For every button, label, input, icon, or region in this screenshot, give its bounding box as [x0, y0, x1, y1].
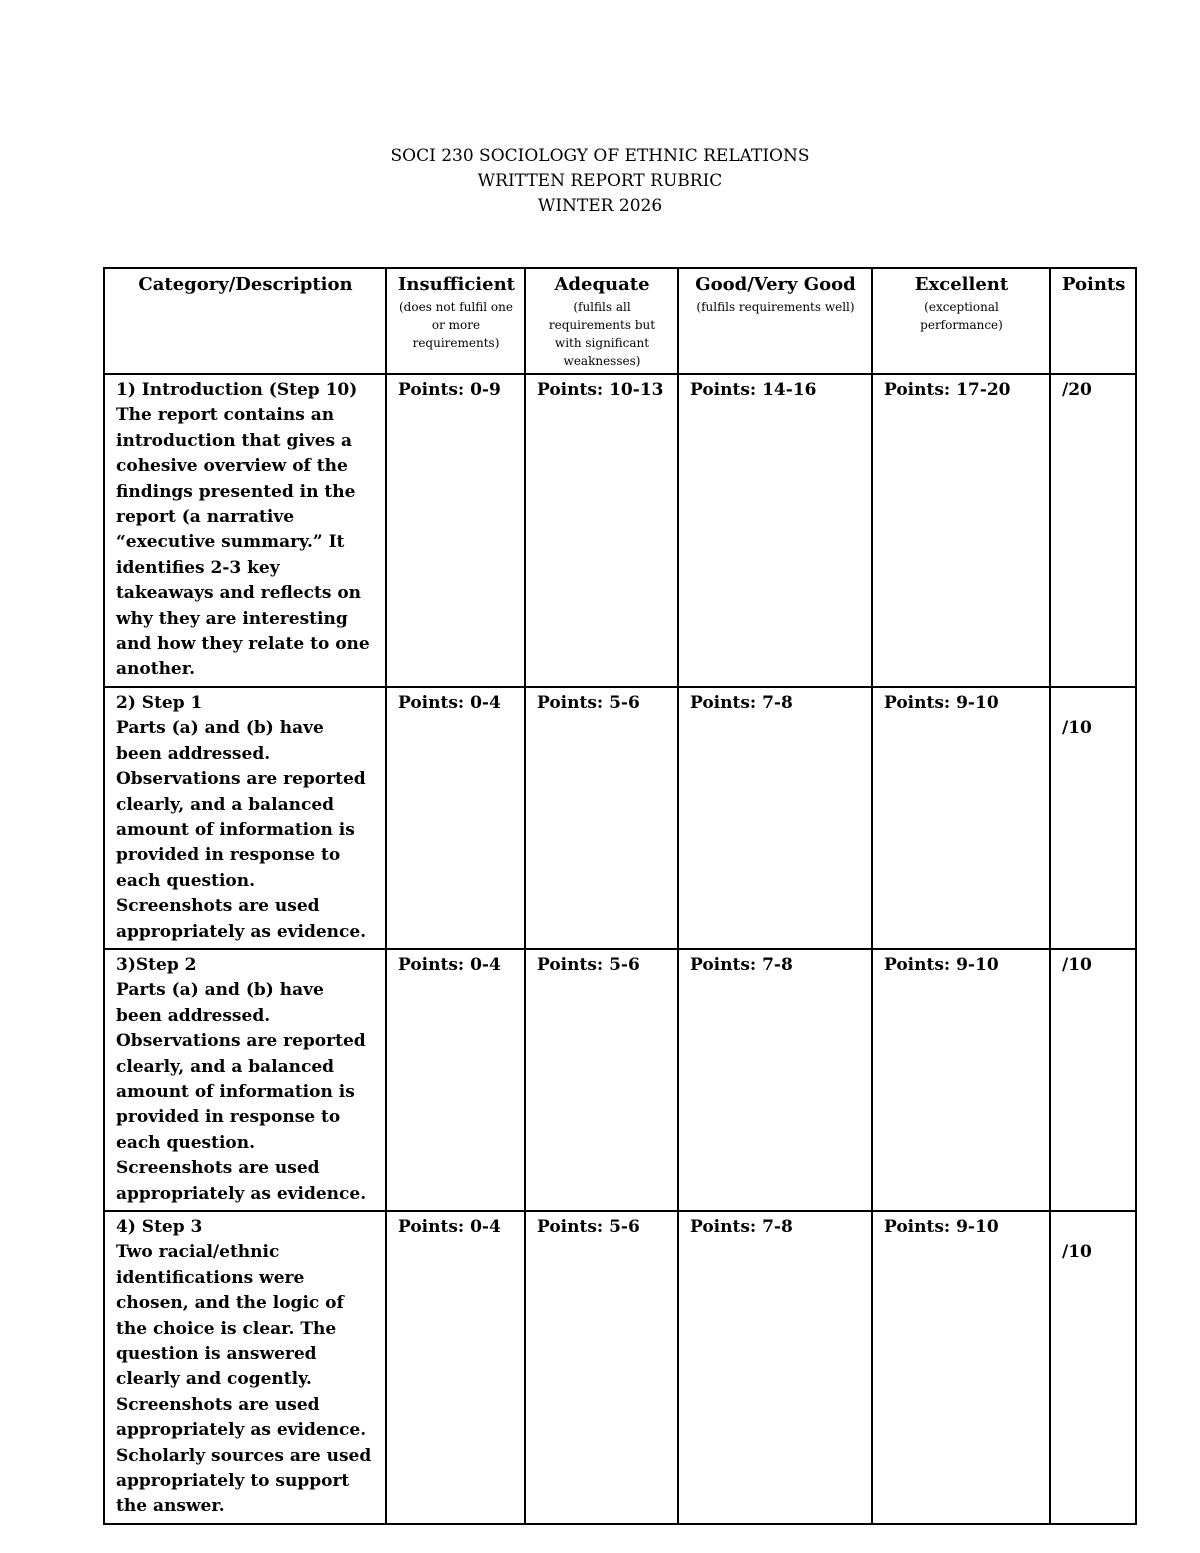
header-adequate: Adequate (fulfils all requirements but with significant weaknesses) [525, 268, 678, 374]
good-cell: Points: 14-16 [678, 374, 872, 687]
points-value: /10 [1062, 1242, 1092, 1263]
header-insufficient: Insufficient (does not fulfil one or more requirements) [386, 268, 525, 374]
course-title: SOCI 230 SOCIOLOGY OF ETHNIC RELATIONS [390, 146, 810, 166]
adequate-cell: Points: 10-13 [525, 374, 678, 687]
header-row [104, 268, 1136, 374]
excellent-cell: Points: 9-10 [872, 949, 1050, 1211]
table-row [104, 687, 1136, 949]
excellent-cell: Points: 9-10 [872, 687, 1050, 949]
category-cell [104, 374, 386, 687]
category-description: The report contains an introduction that gives a cohesive overview of the findings presented in the report (a narrative “executive summary.” It identifies 2-3 key takeaways and reflects on why they are interesting and how they relate to one another. [116, 405, 370, 680]
points-cell [1050, 1211, 1136, 1524]
points-cell: /10 [1050, 949, 1136, 1211]
excellent-cell: Points: 17-20 [872, 374, 1050, 687]
adequate-cell: Points: 5-6 [525, 949, 678, 1211]
table-row [104, 1211, 1136, 1524]
adequate-cell: Points: 5-6 [525, 687, 678, 949]
category-cell [104, 1211, 386, 1524]
insufficient-cell: Points: 0-4 [386, 1211, 525, 1524]
excellent-cell: Points: 9-10 [872, 1211, 1050, 1524]
points-cell [1050, 687, 1136, 949]
insufficient-cell: Points: 0-9 [386, 374, 525, 687]
table-row [104, 949, 1136, 1211]
category-description: Parts (a) and (b) have been addressed. Observations are reported clearly, and a balanced amount of information is provided in response to each question. Screenshots are used appropriately as evidence. [116, 980, 367, 1204]
term-label: WINTER 2026 [537, 196, 663, 216]
good-cell: Points: 7-8 [678, 1211, 872, 1524]
points-value: /10 [1062, 718, 1092, 739]
points-cell: /20 [1050, 374, 1136, 687]
good-cell: Points: 7-8 [678, 949, 872, 1211]
category-cell [104, 687, 386, 949]
category-title: 2) Step 1 [116, 692, 203, 713]
header-category: Category/Description [104, 268, 386, 374]
header-good: Good/Very Good (fulfils requirements well) [678, 268, 872, 374]
category-title: 3)Step 2 [116, 954, 197, 975]
header-points: Points [1050, 268, 1136, 374]
category-description: Two racial/ethnic identifications were chosen, and the logic of the choice is clear. The question is answered clearly and cogently. Screenshots are used appropriately as evidence. Scholarly sources are used appropriately to support the answer. [116, 1242, 372, 1517]
table-row [104, 374, 1136, 687]
adequate-cell: Points: 5-6 [525, 1211, 678, 1524]
category-cell [104, 949, 386, 1211]
category-description: Parts (a) and (b) have been addressed. Observations are reported clearly, and a balanced amount of information is provided in response to each question. Screenshots are used appropriately as evidence. [116, 718, 367, 942]
rubric-title: WRITTEN REPORT RUBRIC [477, 171, 723, 191]
rubric-table [103, 267, 1137, 1525]
insufficient-cell: Points: 0-4 [386, 687, 525, 949]
good-cell: Points: 7-8 [678, 687, 872, 949]
header-excellent: Excellent (exceptional performance) [872, 268, 1050, 374]
category-title: 4) Step 3 [116, 1217, 203, 1237]
category-title: 1) Introduction (Step 10) [116, 380, 358, 400]
document-title [0, 144, 1200, 219]
insufficient-cell: Points: 0-4 [386, 949, 525, 1211]
